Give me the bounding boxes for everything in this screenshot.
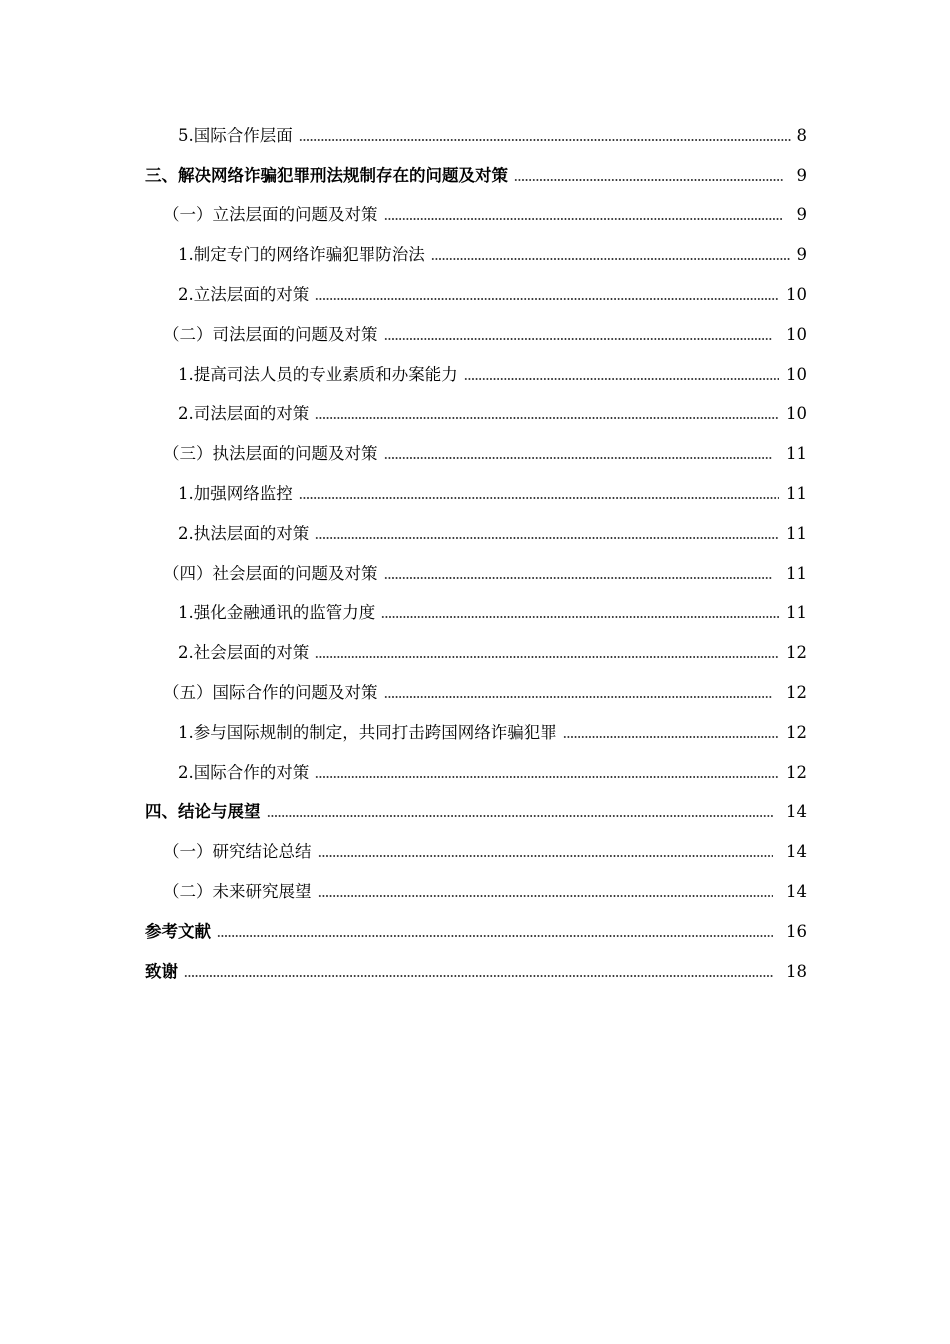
toc-entry-title: 2.国际合作的对策 — [178, 762, 310, 782]
dot-leader — [384, 216, 784, 222]
toc-page-number: 12 — [786, 722, 807, 742]
toc-entry[interactable] — [0, 594, 807, 634]
toc-entry[interactable] — [0, 912, 807, 952]
dot-leader — [464, 376, 779, 382]
dot-leader — [217, 933, 773, 939]
dot-leader — [299, 137, 791, 143]
dot-leader — [315, 296, 779, 302]
toc-entry-title: （二）司法层面的问题及对策 — [163, 324, 378, 344]
toc-page-number: 10 — [786, 364, 807, 384]
toc-entry[interactable] — [0, 315, 807, 355]
dot-leader — [431, 256, 791, 262]
dot-leader — [514, 177, 783, 183]
toc-entry[interactable] — [0, 275, 807, 315]
toc-entry-title: 1.提高司法人员的专业素质和办案能力 — [178, 364, 458, 384]
dot-leader — [315, 415, 779, 421]
toc-entry-title: 致谢 — [145, 961, 178, 981]
toc-page-number: 12 — [786, 683, 807, 703]
toc-entry[interactable] — [0, 793, 807, 833]
toc-entry-title: 1.参与国际规制的制定，共同打击跨国网络诈骗犯罪 — [178, 722, 557, 742]
dot-leader — [384, 694, 774, 700]
toc-page-number: 10 — [786, 285, 807, 305]
toc-entry[interactable] — [0, 952, 807, 992]
toc-page-number: 14 — [786, 882, 807, 902]
toc-entry-title: 1.制定专门的网络诈骗犯罪防治法 — [178, 245, 425, 265]
toc-entry-title: 三、解决网络诈骗犯罪刑法规制存在的问题及对策 — [145, 165, 508, 185]
toc-page-number: 14 — [786, 802, 807, 822]
toc-page-number: 11 — [786, 444, 807, 464]
toc-entry-title: （一）研究结论总结 — [163, 842, 312, 862]
dot-leader — [384, 575, 774, 581]
toc-entry-title: 1.加强网络监控 — [178, 484, 293, 504]
toc-entry-title: 2.立法层面的对策 — [178, 285, 310, 305]
dot-leader — [384, 336, 774, 342]
dot-leader — [318, 893, 774, 899]
toc-entry[interactable] — [0, 474, 807, 514]
toc-entry[interactable] — [0, 395, 807, 435]
dot-leader — [267, 813, 774, 819]
toc-entry-title: 四、结论与展望 — [145, 802, 261, 822]
toc-entry[interactable] — [0, 156, 807, 196]
toc-entry[interactable] — [0, 673, 807, 713]
dot-leader — [318, 853, 774, 859]
table-of-contents — [0, 116, 950, 992]
toc-entry[interactable] — [0, 196, 807, 236]
toc-entry-title: （五）国际合作的问题及对策 — [163, 683, 378, 703]
dot-leader — [563, 734, 779, 740]
toc-entry[interactable] — [0, 872, 807, 912]
toc-entry-title: 2.司法层面的对策 — [178, 404, 310, 424]
toc-entry-title: 参考文献 — [145, 921, 211, 941]
toc-entry[interactable] — [0, 355, 807, 395]
toc-page-number: 12 — [786, 762, 807, 782]
toc-page-number: 10 — [786, 404, 807, 424]
dot-leader — [315, 774, 779, 780]
toc-entry[interactable] — [0, 235, 807, 275]
toc-entry[interactable] — [0, 753, 807, 793]
toc-entry-title: 2.社会层面的对策 — [178, 643, 310, 663]
toc-page-number: 16 — [786, 921, 807, 941]
toc-page-number: 11 — [786, 603, 807, 623]
toc-page-number: 14 — [786, 842, 807, 862]
toc-page-number: 9 — [796, 165, 807, 185]
toc-page-number: 18 — [786, 961, 807, 981]
dot-leader — [384, 455, 774, 461]
toc-entry-title: 5.国际合作层面 — [178, 125, 293, 145]
toc-entry-title: （一）立法层面的问题及对策 — [163, 205, 378, 225]
dot-leader — [315, 535, 779, 541]
toc-page-number: 9 — [796, 245, 807, 265]
dot-leader — [315, 654, 779, 660]
toc-page-number: 10 — [786, 324, 807, 344]
toc-entry-title: 1.强化金融通讯的监管力度 — [178, 603, 376, 623]
toc-entry-title: （四）社会层面的问题及对策 — [163, 563, 378, 583]
toc-page-number: 11 — [786, 484, 807, 504]
dot-leader — [381, 614, 779, 620]
toc-page-number: 8 — [796, 125, 807, 145]
toc-page-number: 11 — [786, 563, 807, 583]
toc-entry-title: （二）未来研究展望 — [163, 882, 312, 902]
toc-page-number: 11 — [786, 523, 807, 543]
dot-leader — [184, 973, 773, 979]
toc-entry[interactable] — [0, 514, 807, 554]
toc-entry[interactable] — [0, 116, 807, 156]
toc-entry[interactable] — [0, 633, 807, 673]
toc-entry[interactable] — [0, 832, 807, 872]
toc-entry-title: （三）执法层面的问题及对策 — [163, 444, 378, 464]
toc-page-number: 12 — [786, 643, 807, 663]
toc-entry-title: 2.执法层面的对策 — [178, 523, 310, 543]
toc-entry[interactable] — [0, 554, 807, 594]
toc-entry[interactable] — [0, 713, 807, 753]
dot-leader — [299, 495, 779, 501]
toc-entry[interactable] — [0, 434, 807, 474]
toc-page-number: 9 — [796, 205, 807, 225]
